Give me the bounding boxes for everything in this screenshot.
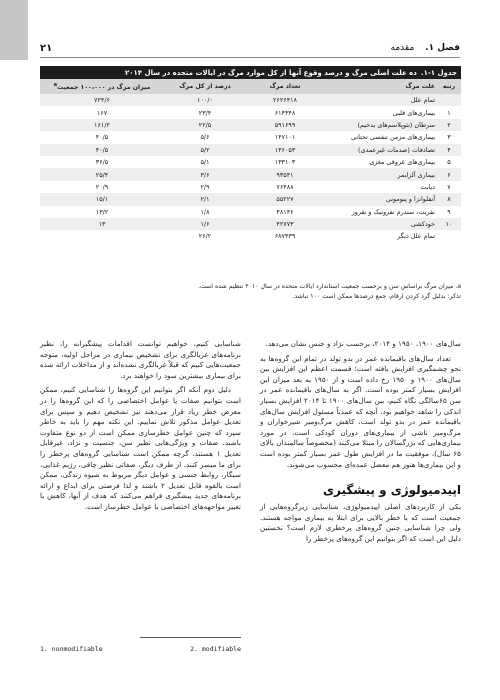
cell-cause: تصادفات (صدمات غیرعمدی) [357, 145, 435, 154]
cell-cause: بیماری‌های قلبی [392, 108, 435, 117]
table-header-row [40, 79, 461, 94]
cell-rate: ۷۲۴/۶ [94, 96, 110, 105]
table-caption [40, 66, 461, 79]
cell-count: ۴۸۱۴۶ [276, 207, 294, 216]
paragraph: سال‌های ۱۹۰۰، ۱۹۵۰ و ۲۰۱۴، برحسب نژاد و جنس نشان می‌دهد. [265, 339, 461, 348]
cell-rate: ۴۰/۵ [95, 145, 109, 154]
col-header-rate-note-marker: a [53, 81, 58, 88]
cell-count: ۴۲۷۷۳ [276, 220, 294, 229]
table-caption-text: ده علت اصلی مرگ و درصد وقوع آنها از کل موارد مرگ در ایالات متحده در سال ۲۰۱۴ [124, 68, 417, 77]
cell-rank: ۷ [447, 182, 451, 191]
table-row [40, 156, 461, 168]
cell-cause: دیابت [420, 182, 435, 191]
cell-count: ۵۹۱۶۹۹ [274, 120, 296, 129]
cell-rate: ۲۰/۹ [95, 182, 109, 191]
cell-rank: ۳ [447, 133, 451, 142]
cell-percent: ۲۲/۵ [198, 120, 212, 129]
cell-rank: ۶ [447, 170, 451, 179]
table-row [40, 131, 461, 143]
footnote-2: 2. modifiable [190, 645, 241, 653]
cell-cause: بیماری‌های مزمن تنفسی تحتانی [351, 133, 435, 142]
cell-rank: ۴ [447, 145, 451, 154]
table-body [40, 94, 461, 243]
paragraph: شناسایی کنیم، خواهیم توانست اقدامات پیشگیرانه را، نظیر برنامه‌های غربالگری برای تشخیص بیماری در مراحل اولیه، متوجه جمعیت‌هایی کنیم که قبلاً غربالگری نشده‌اند و از مداخلات ارائه شده برای بیماری بیشترین سود را خواهند برد. [40, 339, 241, 380]
page-corner-tab [0, 0, 28, 60]
col-header-rate-text: میزان مرگ در ۱۰۰،۰۰۰ جمعیت [57, 84, 151, 92]
body-column-right [260, 339, 461, 545]
running-head [40, 41, 460, 55]
cell-count: ۷۶۴۸۸ [276, 182, 294, 191]
cell-cause: نفریت، سندرم نفروتیک و نفروز [351, 207, 435, 216]
cell-count: ۹۳۵۴۱ [276, 170, 294, 179]
header-separator [418, 43, 421, 53]
cell-count: ۲۶۲۶۴۱۸ [272, 96, 298, 105]
col-header-rate [40, 82, 164, 91]
cell-rate: ۳۶/۵ [95, 158, 109, 167]
col-header-percent: درصد از کل مرگ [179, 83, 231, 90]
cell-cause: آنفلوانزا و پنومونی [385, 195, 435, 204]
cell-cause: بیماری آلزایمر [397, 170, 435, 179]
col-header-rank: رتبه [442, 83, 456, 90]
cell-percent: ۵/۶ [200, 133, 210, 142]
paragraph: دلیل دوم آنکه اگر بتوانیم این گروه‌ها را شناسایی کنیم، ممکن است بتوانیم صفات یا عوامل اختصاصی را که این گروه‌ها را در معرض خطر زیاد قرار می‌دهند نیز تشخیص دهیم و سپس برای تعدیل عوامل مذکور تلاش نماییم. این نکته مهم را باید به خاطر سپرد که چنین عوامل خطرسازی ممکن است از دو نوع متفاوت باشند. صفات و ویژگی‌هایی نظیر سن، جنسیت و نژاد، غیرقابل تعدیل ۱ هستند، گرچه ممکن است شناسایی گروه‌های پرخطر را برای ما میسر کنند. از طرف دیگر، صفاتی نظیر چاقی، رژیم غذایی، سیگار، روابط جنسی و عوامل دیگر مربوط به شیوه زندگی، ممکن است بالقوه قابل تعدیل ۲ باشند و لذا فرصتی برای ابداع و ارائه برنامه‌های جدید پیشگیری فراهم می‌کنند که هدف از آنها، کاهش یا تغییر مواجهه‌های اختصاصی با عوامل خطرساز است. [40, 385, 241, 511]
cell-count: ۶۸۷۴۳۹ [274, 232, 296, 241]
cell-count: ۱۳۳۱۰۳ [274, 158, 296, 167]
cell-rate: ۴۰/۵ [95, 133, 109, 142]
cell-percent: ۱/۸ [200, 207, 210, 216]
cell-cause: خودکشی [410, 220, 435, 229]
cell-rank: ۹ [447, 207, 451, 216]
table-note-b: تذکر: بدلیل گرد کردن ارقام، جمع درصدها ممکن است ۱۰۰ نباشد. [292, 292, 461, 300]
mortality-table [40, 66, 461, 243]
body-column-left [40, 339, 241, 513]
footnote-rule [140, 637, 241, 638]
cell-percent: ۲/۱ [200, 195, 210, 204]
cell-rate: ۱۳ [98, 220, 106, 229]
table-row [40, 230, 461, 242]
page-number: ۲۱ [40, 42, 53, 54]
cell-percent: ۲/۹ [200, 182, 210, 191]
cell-percent: ۵/۲ [200, 145, 210, 154]
cell-rate: ۱۶۷ [96, 108, 108, 117]
cell-rate: ۱۶۱/۲ [94, 120, 110, 129]
cell-cause: تمام علل [410, 96, 435, 105]
table-row [40, 181, 461, 193]
paragraph: تعداد سال‌های باقیمانده عمر در بدو تولد در تمام این گروه‌ها به نحو چشمگیری افزایش یافته است؛ قسمت اعظم این افزایش بین سال‌های ۱۹۰۰ و ۱۹۵۰ رخ داده است و از ۱۹۵۰ به بعد میزان این افزایش بسیار کمتر بوده است. اگر به سال‌های باقیمانده عمر در سن ۶۵سالگی نگاه کنیم، بین سال‌های ۱۹۰۰ تا ۲۰۱۴ افزایش بسیار اندکی را شاهد خواهیم بود. آنچه که عمدتاً مسئول افزایش سال‌های باقیمانده عمر در بدو تولد است، کاهش مرگ‌ومیر شیرخواران و مرگ‌ومیر ناشی از بیماری‌های دوران کودکی است. در مورد بیماری‌هایی که بزرگسالان را مبتلا می‌کنند (مخصوصاً سالمندان بالای ۶۵ سال)، موفقیت ما در افزایش طول عمر بسیار کمتر بوده است و این بیماری‌ها هنوز هم معضل عمده‌ای محسوب می‌شوند. [260, 353, 462, 469]
cell-rate: ۱۳/۲ [95, 207, 109, 216]
cell-rate: ۱۵/۱ [95, 195, 109, 204]
cell-count: ۵۵۲۲۷ [276, 195, 294, 204]
cell-rate: ۲۵/۴ [95, 170, 109, 179]
footnotes [40, 645, 241, 653]
cell-rank: ۸ [447, 195, 451, 204]
table-row [40, 168, 461, 180]
chapter-title: مقدمه [390, 43, 415, 53]
table-row [40, 106, 461, 118]
cell-percent: ۲۶/۲ [198, 232, 212, 241]
cell-rank: ۱۰ [445, 220, 453, 229]
cell-cause: بیماری‌های عروقی مغزی [369, 158, 435, 167]
col-header-cause: علت مرگ [405, 83, 435, 90]
section-heading: اپیدمیولوژی و پیشگیری [322, 483, 461, 498]
paragraph: یکی از کاربردهای اصلی اپیدمیولوژی، شناسایی زیرگروه‌هایی از جمعیت است که با خطر بالایی برای ابتلا به بیماری مواجه هستند. ولی چرا شناسایی چنین گروه‌های پرخطری لازم است؟ نخستین دلیل این است که اگر بتوانیم این گروه‌های پرخطر را [260, 502, 461, 543]
cell-cause: سرطان (نئوپلاسم‌های بدخیم) [357, 120, 435, 129]
col-header-count: تعداد مرگ [269, 83, 301, 90]
table-caption-label: جدول ۱-۱. [420, 68, 457, 77]
table-row [40, 144, 461, 156]
table-row [40, 218, 461, 230]
cell-percent: ۱/۶ [200, 220, 210, 229]
chapter-label: فصل ۱. [425, 43, 460, 53]
cell-percent: ۳/۶ [200, 170, 210, 179]
table-row [40, 206, 461, 218]
cell-percent: ۱۰۰/۰ [197, 96, 213, 105]
table-notes [40, 282, 461, 301]
table-row [40, 94, 461, 106]
cell-percent: ۵/۱ [200, 158, 210, 167]
cell-percent: ۲۳/۴ [198, 108, 212, 117]
cell-cause: تمام علل دیگر [397, 232, 435, 241]
cell-rank: ۲ [447, 120, 451, 129]
table-row [40, 119, 461, 131]
cell-count: ۱۴۷۱۰۱ [274, 133, 296, 142]
header-rule [40, 57, 460, 58]
table-note-a: a. میزان مرگ براساس سن و برحسب جمعیت استاندارد ایالات متحده در سال ۲۰۱۰ تنظیم شده است. [198, 283, 461, 290]
cell-count: ۱۳۶۰۵۳ [274, 145, 296, 154]
cell-rank: ۱ [447, 108, 451, 117]
cell-rank: ۵ [447, 158, 451, 167]
cell-count: ۶۱۴۳۴۸ [274, 108, 296, 117]
table-row [40, 193, 461, 205]
footnote-1: 1. nonmodifiable [40, 645, 103, 653]
